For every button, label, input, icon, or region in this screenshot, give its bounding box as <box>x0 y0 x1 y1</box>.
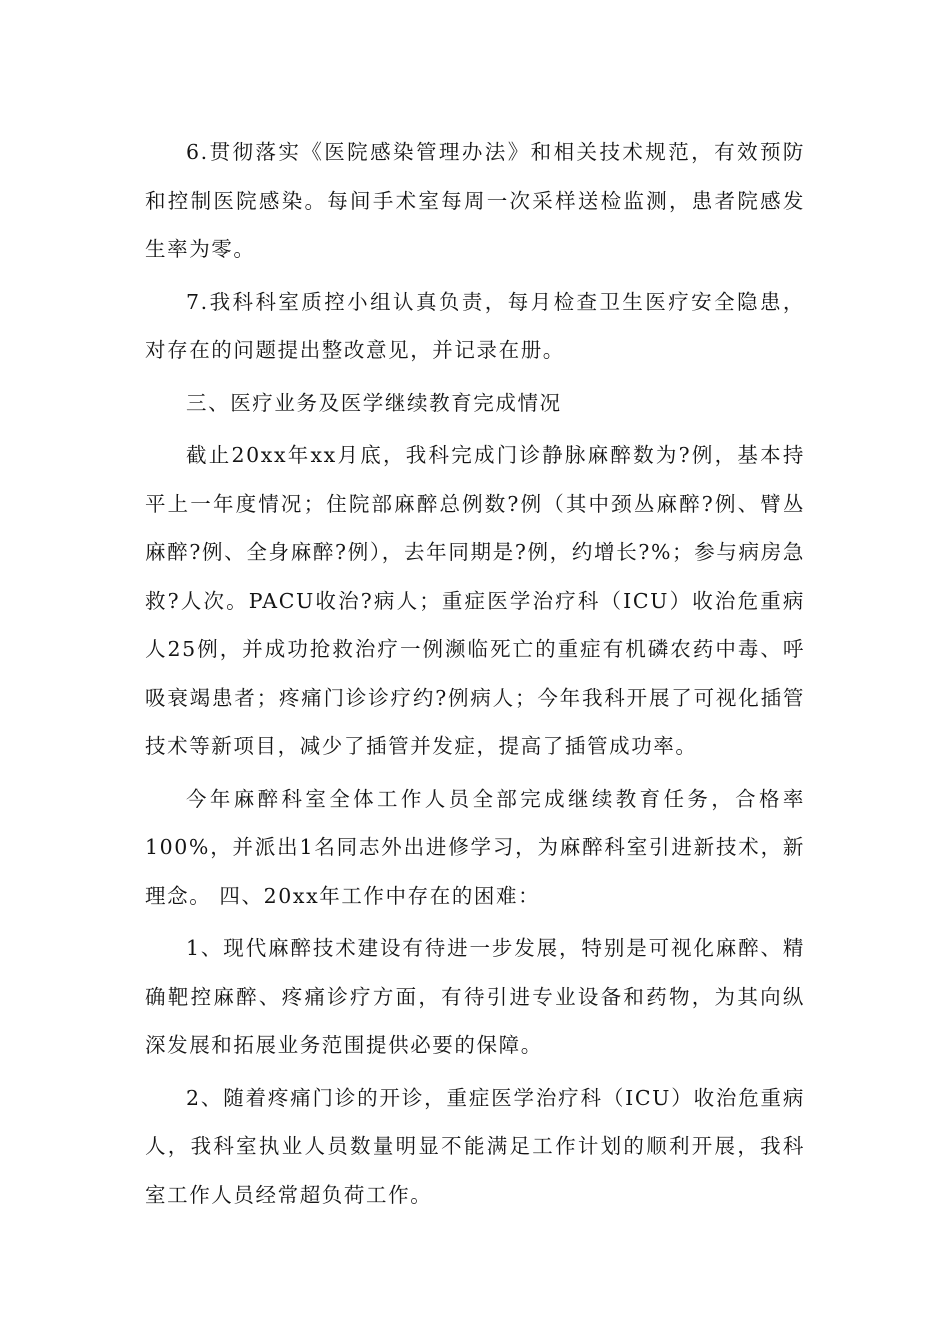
document-body <box>145 128 805 1223</box>
paragraph-difficulty-2: 2、随着疼痛门诊的开诊，重症医学治疗科（ICU）收治危重病人，我科室执业人员数量明显不能满足工作计划的顺利开展，我科室工作人员经常超负荷工作。 <box>145 1085 805 1207</box>
paragraph-continuing-education: 今年麻醉科室全体工作人员全部完成继续教育任务，合格率100%，并派出1名同志外出进修学习，为麻醉科室引进新技术，新理念。 四、20xx年工作中存在的困难： <box>145 786 805 908</box>
paragraph-anesthesia-statistics: 截止20xx年xx月底，我科完成门诊静脉麻醉数为?例，基本持平上一年度情况；住院部麻醉总例数?例（其中颈丛麻醉?例、臂丛麻醉?例、全身麻醉?例），去年同期是?例，约增长?%；参与病房急救?人次。PACU收治?病人；重症医学治疗科（ICU）收治危重病人25例，并成功抢救治疗一例濒临死亡的重症有机磷农药中毒、呼吸衰竭患者；疼痛门诊诊疗约?例病人；今年我科开展了可视化插管技术等新项目，减少了插管并发症，提高了插管成功率。 <box>145 443 805 758</box>
paragraph-quality-control: 7.我科科室质控小组认真负责，每月检查卫生医疗安全隐患，对存在的问题提出整改意见，并记录在册。 <box>145 289 805 362</box>
paragraph-infection-control: 6.贯彻落实《医院感染管理办法》和相关技术规范，有效预防和控制医院感染。每间手术室每周一次采样送检监测，患者院感发生率为零。 <box>145 140 805 261</box>
paragraph-difficulty-1: 1、现代麻醉技术建设有待进一步发展，特别是可视化麻醉、精确靶控麻醉、疼痛诊疗方面，有待引进专业设备和药物，为其向纵深发展和拓展业务范围提供必要的保障。 <box>145 936 805 1057</box>
section-heading-medical-business: 三、医疗业务及医学继续教育完成情况 <box>186 390 562 415</box>
